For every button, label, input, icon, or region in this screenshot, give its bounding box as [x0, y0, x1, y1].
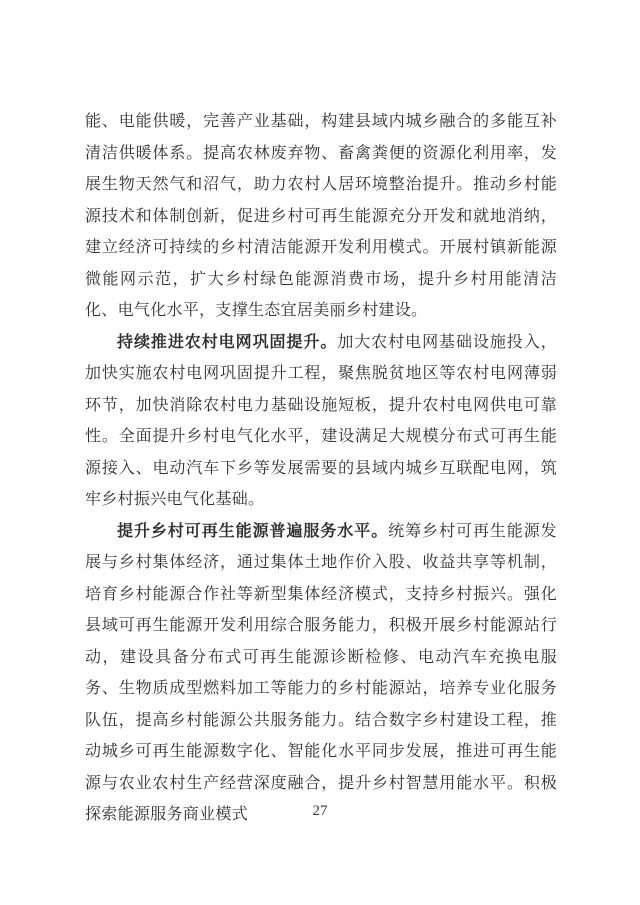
page-body [85, 106, 557, 831]
paragraph-text: 加大农村电网基础设施投入，加快实施农村电网巩固提升工程，聚焦脱贫地区等农村电网薄弱环节，加快消除农村电力基础设施短板，提升农村电网供电可靠性。全面提升乡村电气化水平，建设满足大规模分布式可再生能源接入、电动汽车下乡等发展需要的县域内城乡互联配电网，筑牢乡村振兴电气化基础。 [85, 333, 557, 508]
paragraph-continuation [85, 106, 557, 327]
paragraph-lead-heading: 持续推进农村电网巩固提升。 [117, 333, 338, 351]
paragraph-renewable-service [85, 516, 557, 831]
paragraph-lead-heading: 提升乡村可再生能源普遍服务水平。 [117, 522, 389, 540]
page-number: 27 [312, 803, 328, 819]
paragraph-text: 统筹乡村可再生能源发展与乡村集体经济，通过集体土地作价入股、收益共享等机制，培育乡村能源合作社等新型集体经济模式，支持乡村振兴。强化县域可再生能源开发利用综合服务能力，积极开展乡村能源站行动，建设具备分布式可再生能源诊断检修、电动汽车充换电服务、生物质成型燃料加工等能力的乡村能源站，培养专业化服务队伍，提高乡村能源公共服务能力。结合数字乡村建设工程，推动城乡可再生能源数字化、智能化水平同步发展，推进可再生能源与农业农村生产经营深度融合，提升乡村智慧用能水平。积极探索能源服务商业模式 [85, 522, 557, 823]
paragraph-rural-grid [85, 327, 557, 516]
paragraph-text: 能、电能供暖，完善产业基础，构建县域内城乡融合的多能互补清洁供暖体系。提高农林废弃物、畜禽粪便的资源化利用率，发展生物天然气和沼气，助力农村人居环境整治提升。推动乡村能源技术和体制创新，促进乡村可再生能源充分开发和就地消纳，建立经济可持续的乡村清洁能源开发利用模式。开展村镇新能源微能网示范，扩大乡村绿色能源消费市场，提升乡村用能清洁化、电气化水平，支撑生态宜居美丽乡村建设。 [85, 113, 557, 319]
page-footer [0, 802, 640, 820]
